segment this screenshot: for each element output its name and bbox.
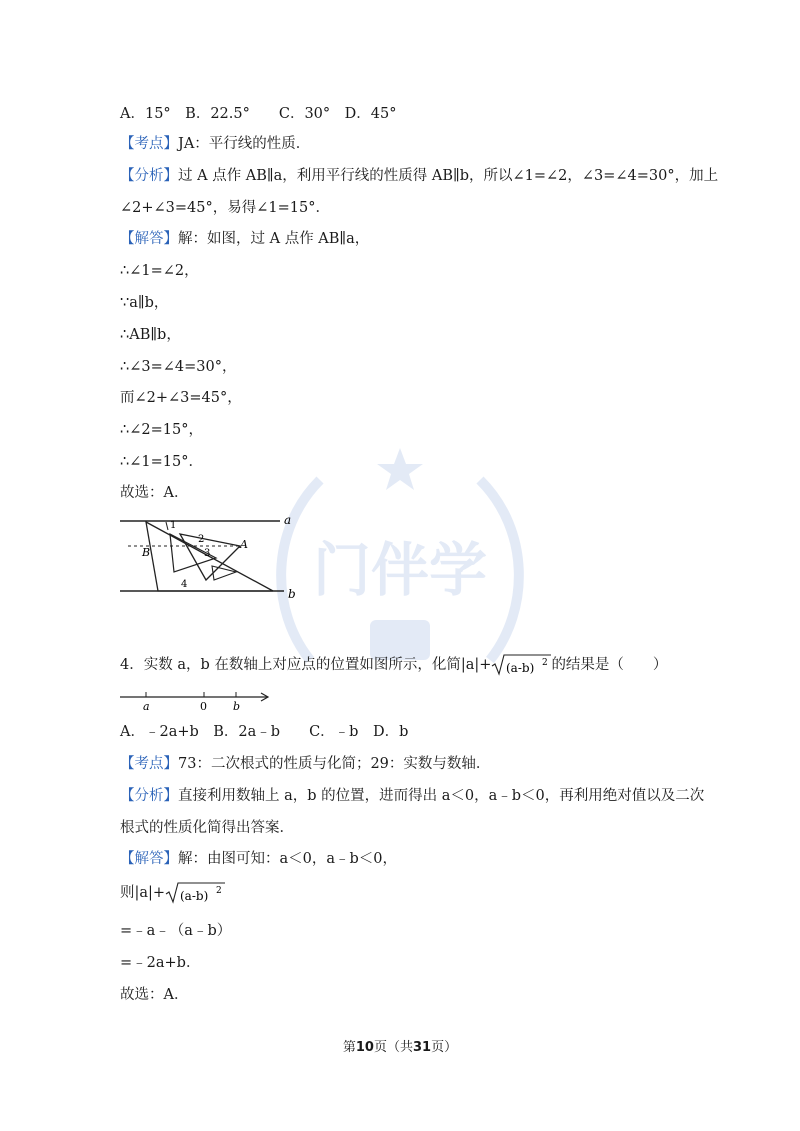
figure-label-3: 3 (204, 548, 211, 559)
q4-jieda (120, 849, 397, 869)
number-line (118, 686, 273, 714)
q3-choose: 故选：A． (120, 485, 189, 501)
q3-step: ∴∠3=∠4=30°， (120, 359, 237, 375)
footer-pre: 第 (342, 1040, 356, 1055)
q3-step: ∴∠1=∠2， (120, 263, 199, 279)
q4-options: A．﹣2a+b B．2a﹣b C．﹣b D．b (120, 724, 409, 740)
q4-ze-text: 则|a|+ (120, 885, 166, 901)
figure-label-b: b (288, 587, 296, 601)
q3-step: ∴AB∥b， (120, 327, 181, 343)
q4-step1: =﹣a﹣（a﹣b） (120, 923, 232, 939)
footer-page-number: 10 (355, 1040, 374, 1055)
figure-label-2: 2 (198, 534, 205, 545)
axis-label-zero: 0 (200, 700, 207, 713)
jieda-tag: 【解答】 (120, 851, 178, 867)
q4-exponent: 2 (216, 886, 222, 896)
figure-label-B: B (142, 546, 151, 559)
q4-stem-suffix: 的结果是（ ） (551, 657, 668, 673)
q4-ze (120, 880, 225, 906)
sqrt-expression (165, 880, 225, 906)
q3-step: 而∠2+∠3=45°， (120, 390, 242, 406)
sqrt-expression (491, 652, 551, 678)
kaodian-tag: 【考点】 (120, 756, 178, 772)
watermark-text: 门伴学 (312, 536, 488, 604)
q4-fenxi-line2: 根式的性质化简得出答案． (120, 820, 294, 836)
q4-kaodian-text: 73：二次根式的性质与化简；29：实数与数轴． (178, 756, 491, 772)
axis-label-a: a (143, 700, 150, 713)
q3-step: ∴∠1=15°． (120, 454, 203, 470)
watermark-star-icon (377, 448, 423, 490)
q3-jieda-text: 解：如图，过 A 点作 AB∥a， (178, 231, 370, 247)
q3-kaodian (120, 134, 310, 154)
q4-step2: =﹣2a+b． (120, 955, 201, 971)
figure-label-A: A (240, 538, 248, 551)
q3-fenxi-line2: ∠2+∠3=45°，易得∠1=15°． (120, 200, 330, 216)
axis-label-b: b (233, 700, 241, 713)
q4-radicand: (a-b) (506, 661, 535, 675)
q3-options: A．15° B．22.5° C．30° D．45° (120, 106, 397, 122)
q3-figure (118, 510, 308, 602)
q3-step: ∴∠2=15°， (120, 422, 203, 438)
footer-mid: 页（共 (373, 1040, 413, 1055)
figure-label-a: a (284, 513, 292, 527)
q4-radicand: (a-b) (180, 889, 209, 903)
q4-choose: 故选：A． (120, 987, 189, 1003)
q4-kaodian (120, 754, 490, 774)
q3-jieda (120, 229, 369, 249)
q4-stem (120, 652, 667, 678)
figure-label-1: 1 (170, 520, 177, 531)
q4-exponent: 2 (542, 658, 549, 668)
q4-fenxi-text1: 直接利用数轴上 a，b 的位置，进而得出 a＜0，a﹣b＜0，再利用绝对值以及二次 (178, 788, 705, 804)
q4-jieda-text: 解：由图可知：a＜0，a﹣b＜0， (178, 851, 398, 867)
q4-fenxi-line1 (120, 786, 704, 806)
fenxi-tag: 【分析】 (120, 168, 178, 184)
page-footer (0, 1036, 800, 1055)
q4-stem-prefix: 4．实数 a，b 在数轴上对应点的位置如图所示，化简|a|+ (120, 657, 492, 673)
footer-post: 页） (431, 1040, 458, 1055)
fenxi-tag: 【分析】 (120, 788, 178, 804)
jieda-tag: 【解答】 (120, 231, 178, 247)
q3-fenxi-text1: 过 A 点作 AB∥a，利用平行线的性质得 AB∥b，所以∠1=∠2，∠3=∠4=30°，加上 (178, 168, 719, 184)
footer-total-pages: 31 (413, 1040, 432, 1055)
figure-label-4: 4 (181, 579, 188, 590)
kaodian-tag: 【考点】 (120, 136, 178, 152)
q3-fenxi-line1 (120, 166, 718, 186)
q3-kaodian-text: JA：平行线的性质． (178, 136, 311, 152)
q3-step: ∵a∥b， (120, 295, 169, 311)
